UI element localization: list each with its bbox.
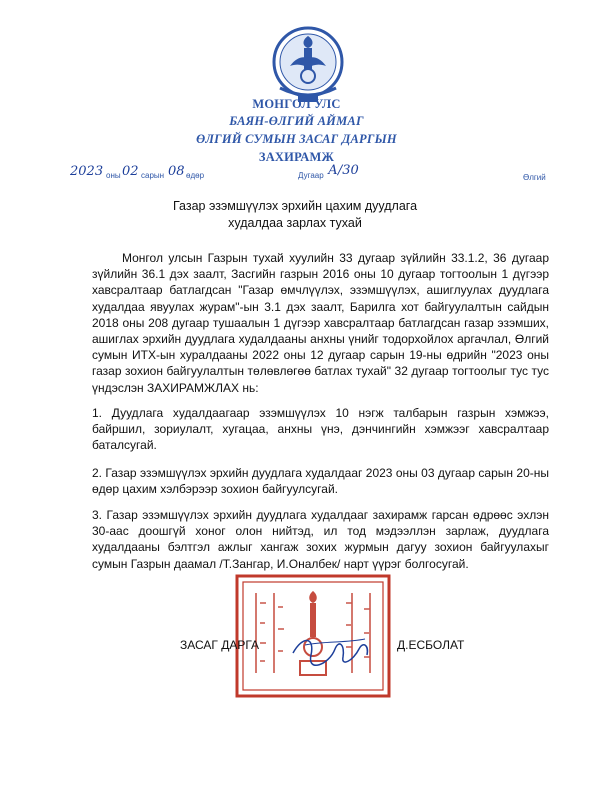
date-month: 02 [122, 164, 139, 179]
issue-place: Өлгий [523, 173, 546, 182]
date-year: 2023 [70, 164, 104, 179]
header-country: МОНГОЛ УЛС [252, 97, 341, 111]
clause-2: 2. Газар эзэмшүүлэх эрхийн дуудлага худалдааг 2023 оны 03 дугаар сарын 20-ны өдөр цахим хэлбэрээр зохион байгуулсугай. [92, 466, 549, 497]
date-day: 08 [168, 164, 185, 179]
header-authority: ӨЛГИЙ СУМЫН ЗАСАГ ДАРГЫН [196, 132, 397, 146]
date-day-unit: өдөр [186, 171, 205, 180]
document-title-line2: худалдаа зарлах тухай [228, 216, 362, 230]
document-title-line1: Газар эзэмшүүлэх эрхийн цахим дуудлага [172, 199, 418, 213]
date-month-unit: сарын [141, 171, 165, 180]
clause-1: 1. Дуудлага худалдаагаар эзэмшүүлэх 10 нэгж талбарын газрын хэмжээ, байршил, зориулалт, хугацаа, анхны үнэ, дэнчингийн хэмжээг хавсралтаар баталсугай. [92, 406, 549, 453]
handwritten-signature [285, 615, 375, 680]
number-label: Дугаар [298, 171, 324, 180]
preamble-paragraph: Монгол улсын Газрын тухай хуулийн 33 дугаар зүйлийн 33.1.2, 36 дугаар зүйлийн 36.1 дэх заалт, Засгийн газрын 2016 оны 10 дугаар тогтоолын 1 дүгээр хавсралтаар батлагдсан "Газар өмчлүүлэх, эзэмшүүлэх, ашиглуулах дуудлага худалдаа явуулах журам"-ын 3.1 дэх заалт, Барилга хот байгуулалтын сайдын 2018 оны 208 дугаар тушаалын 1 дүгээр хавсралтаар батлагдсан газар эзэмших, ашиглах эрхийн дуудлага худалдааны анхны үнийг тодорхойлох аргачлал, Өлгий сумын ИТХ-ын хуралдааны 2022 оны 12 дугаар сарын 19-ны өдрийн "2023 оны газар зохион байгуулалтын төлөвлөгөө батлах тухай" 32 дугаар тогтоолыг тус тус үндэслэн ЗАХИРАМЖЛАХ нь: [92, 251, 549, 395]
header-province: БАЯН-ӨЛГИЙ АЙМАГ [229, 114, 364, 128]
date-year-unit: оны [106, 171, 121, 180]
header-doc-type: ЗАХИРАМЖ [258, 150, 335, 164]
signatory-name: Д.ЕСБОЛАТ [397, 638, 465, 652]
signatory-title: ЗАСАГ ДАРГА [180, 638, 260, 652]
clause-3: 3. Газар эзэмшүүлэх эрхийн дуудлага худалдааг захирамж гарсан өдрөөс эхлэн 30-аас доошгүй хоног олон нийтэд, ил тод мэдээллэн зарлаж, дуудлага худалдааны бэлтгэл ажлыг хангаж зохих журмын дагуу зохион байгуулахыг сумын Газрын даамал /Т.Зангар, И.Оналбек/ нарт үүрэг болгосугай. [92, 508, 549, 571]
document-number: А/30 [328, 163, 359, 178]
